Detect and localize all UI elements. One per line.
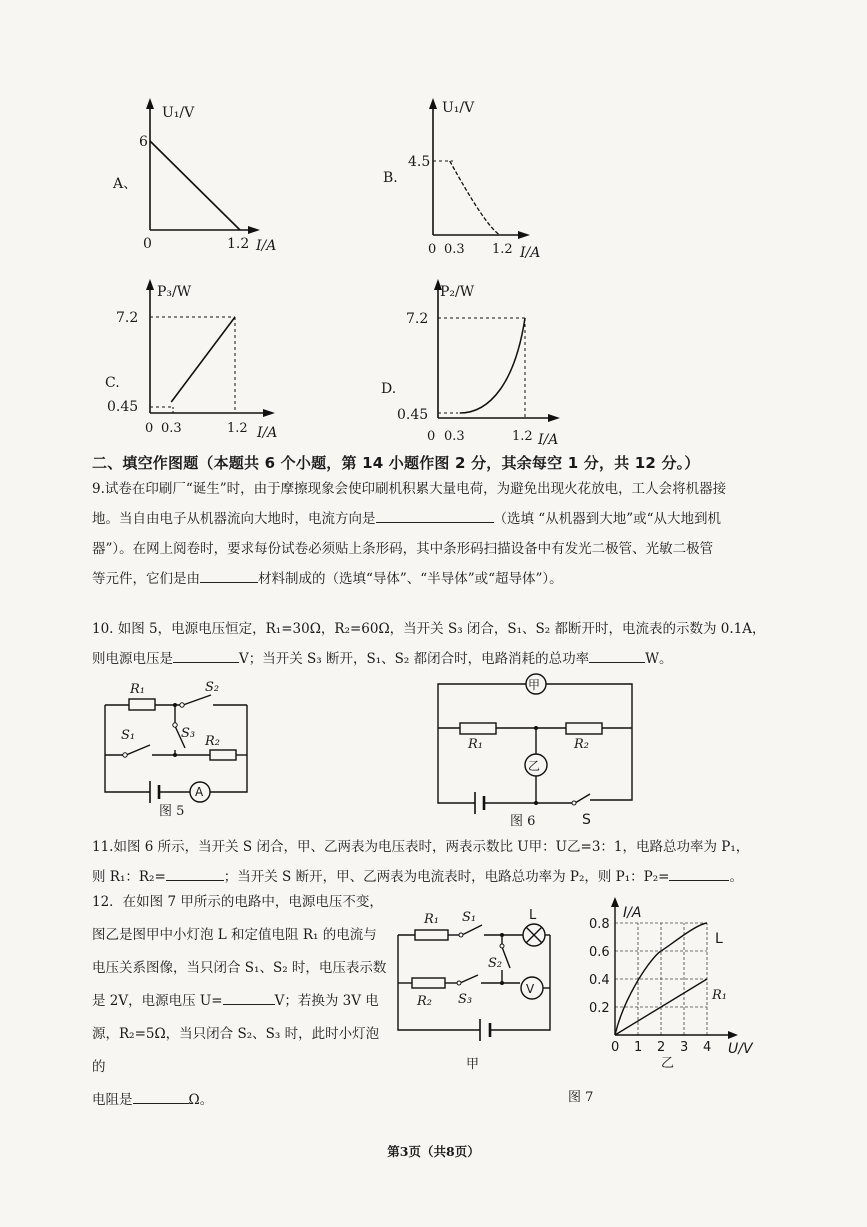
y-tick-label: 0.6 xyxy=(589,945,610,960)
junction xyxy=(500,981,504,985)
curve-l-label: L xyxy=(715,931,723,947)
data-line xyxy=(171,317,235,402)
junction xyxy=(173,703,177,707)
y-axis-arrow xyxy=(146,279,154,290)
x-tick-label: 3 xyxy=(680,1040,689,1055)
x-tick-label-2: 1.2 xyxy=(227,421,248,436)
wire xyxy=(438,684,526,728)
origin-label: 0 xyxy=(427,429,436,444)
data-curve xyxy=(460,318,525,413)
answer-blank[interactable] xyxy=(166,866,224,881)
wire xyxy=(546,684,632,728)
q12-text: 电阻是 xyxy=(92,1092,133,1108)
label-s2: S₂ xyxy=(205,680,220,695)
switch-s2 xyxy=(183,695,211,705)
label-s2: S₂ xyxy=(488,956,503,971)
option-d-label: D. xyxy=(381,381,397,397)
x-axis-label: I/A xyxy=(520,245,541,261)
figure-7b-svg xyxy=(585,895,775,1070)
switch-contact xyxy=(572,801,576,805)
voltmeter-label: V xyxy=(526,982,535,996)
x-tick-labels xyxy=(611,1040,711,1055)
switch-contact xyxy=(459,933,463,937)
question-9 xyxy=(92,474,792,594)
x-axis-arrow xyxy=(548,414,560,422)
switch-contact xyxy=(180,703,184,707)
q12-text: 是 2V，电源电压 U= xyxy=(92,993,223,1009)
origin-label: 0 xyxy=(143,236,152,252)
answer-blank[interactable] xyxy=(133,1089,189,1104)
meter-yi-label: 乙 xyxy=(528,759,541,773)
curve-r1-label: R₁ xyxy=(712,988,727,1003)
origin-label: 0 xyxy=(428,242,437,257)
resistor-r1 xyxy=(129,699,155,710)
figure-5 xyxy=(95,675,265,825)
switch-contact xyxy=(457,981,461,985)
q11-line-1: 11.如图 6 所示，当开关 S 闭合，甲、乙两表为电压表时，两表示数比 U甲：U乙=3：1，电路总功率为 P₁， xyxy=(92,839,750,855)
figure-7-caption: 图 7 xyxy=(568,1090,594,1105)
label-r2: R₂ xyxy=(417,994,432,1009)
resistor-r1 xyxy=(460,723,496,734)
resistor-r2 xyxy=(566,723,602,734)
q10-text: V；当开关 S₃ 断开，S₁、S₂ 都闭合时，电路消耗的总功率 xyxy=(239,651,590,667)
q11-text: ；当开关 S 断开，甲、乙两表为电流表时，电路总功率为 P₂，则 P₁：P₂= xyxy=(223,869,670,885)
wire xyxy=(590,728,632,800)
q12-line-2: 图乙是图甲中小灯泡 L 和定值电阻 R₁ 的电流与 xyxy=(92,927,377,943)
x-axis-arrow xyxy=(518,231,530,239)
q10-text: 则电源电压是 xyxy=(92,651,173,667)
q9-line-4 xyxy=(92,564,792,594)
answer-blank[interactable] xyxy=(589,648,645,663)
figure-6 xyxy=(430,668,645,828)
q12-line-6 xyxy=(92,1084,392,1117)
graph-c xyxy=(105,280,305,445)
resistor-r2 xyxy=(412,978,445,988)
answer-blank[interactable] xyxy=(200,568,258,583)
figure-5-svg xyxy=(95,675,265,825)
y-tick-labels xyxy=(589,917,610,1016)
graph-b-svg xyxy=(380,95,580,265)
resistor-r1 xyxy=(415,930,448,940)
junction xyxy=(534,801,538,805)
q9-text: 地。当自由电子从机器流向大地时，电流方向是 xyxy=(92,511,376,527)
junction xyxy=(534,726,538,730)
q9-line-3: 器”）。在网上阅卷时，要求每份试卷必须贴上条形码，其中条形码扫描设备中有发光二极管、光敏二极管 xyxy=(92,541,714,557)
y-tick-top: 7.2 xyxy=(116,310,139,326)
label-s3: S₃ xyxy=(458,992,473,1007)
grid xyxy=(615,923,707,1035)
label-s3: S₃ xyxy=(181,726,196,741)
y-axis-label: U₁/V xyxy=(162,105,195,121)
answer-blank[interactable] xyxy=(173,648,239,663)
question-12 xyxy=(92,886,392,1117)
x-tick-label: 1 xyxy=(634,1040,643,1055)
junction xyxy=(173,753,177,757)
switch-s3 xyxy=(460,975,478,983)
option-a-label: A、 xyxy=(113,176,138,192)
y-axis-label: U₁/V xyxy=(442,100,475,116)
x-axis-arrow xyxy=(728,1031,738,1039)
x-tick-label: 0 xyxy=(611,1040,620,1055)
q11-text: 。 xyxy=(729,869,743,885)
q9-line-2 xyxy=(92,504,792,534)
q12-text: V；若换为 3V 电 xyxy=(274,993,379,1009)
y-axis-label: P₂/W xyxy=(440,284,475,300)
y-tick-label: 6 xyxy=(139,134,148,150)
y-axis-arrow xyxy=(146,98,154,109)
x-tick-label-1: 0.3 xyxy=(444,242,465,257)
y-tick-bottom: 0.45 xyxy=(107,399,139,415)
option-c-label: C. xyxy=(105,375,120,391)
question-11 xyxy=(92,832,792,892)
x-tick-label: 1.2 xyxy=(227,236,250,252)
figure-6-caption: 图 6 xyxy=(510,814,536,829)
x-tick-label-2: 1.2 xyxy=(492,242,513,257)
x-tick-label-1: 0.3 xyxy=(161,421,182,436)
q10-line-1: 10. 如图 5，电源电压恒定，R₁=30Ω，R₂=60Ω，当开关 S₃ 闭合，S₁、S₂ 都断开时，电流表的示数为 0.1A， xyxy=(92,621,766,637)
x-axis-label: U/V xyxy=(728,1041,753,1057)
ammeter-label: A xyxy=(195,785,204,799)
label-s1: S₁ xyxy=(462,910,477,925)
graph-d-svg xyxy=(378,280,588,450)
switch-contact xyxy=(500,944,504,948)
x-axis-label: I/A xyxy=(256,238,277,254)
x-axis-arrow xyxy=(263,409,275,417)
x-tick-label: 4 xyxy=(703,1040,712,1055)
q9-text: 材料制成的（选填“导体”、“半导体”或“超导体”）。 xyxy=(258,571,563,587)
x-axis-arrow xyxy=(248,226,260,234)
switch-s xyxy=(575,794,590,803)
figure-7b xyxy=(585,895,775,1070)
graph-a-svg xyxy=(110,95,310,255)
option-b-label: B. xyxy=(383,170,398,186)
label-r2: R₂ xyxy=(205,734,220,749)
figure-7a-caption: 甲 xyxy=(466,1057,480,1072)
data-curve xyxy=(450,161,500,235)
y-axis-arrow xyxy=(429,98,437,109)
page-number: 第3页（共8页） xyxy=(387,1144,480,1159)
y-tick-top: 7.2 xyxy=(406,311,429,327)
label-r1: R₁ xyxy=(468,737,483,752)
meter-jia-label: 甲 xyxy=(528,678,541,692)
figure-7a-svg xyxy=(390,905,570,1075)
label-r2: R₂ xyxy=(574,737,589,752)
q9-text: 等元件，它们是由 xyxy=(92,571,200,587)
question-10 xyxy=(92,614,792,674)
x-tick-label-2: 1.2 xyxy=(512,429,533,444)
switch-contact xyxy=(173,723,177,727)
resistor-r2 xyxy=(210,750,236,760)
x-axis-label: I/A xyxy=(538,432,559,448)
junction xyxy=(500,933,504,937)
x-axis-label: I/A xyxy=(257,425,278,441)
figure-5-caption: 图 5 xyxy=(159,804,185,819)
q10-text: W。 xyxy=(645,651,673,667)
figure-7a xyxy=(390,905,570,1075)
label-s: S xyxy=(582,812,591,828)
q12-line-5: 源，R₂=5Ω，当只闭合 S₂、S₃ 时，此时小灯泡的 xyxy=(92,1026,380,1075)
answer-blank[interactable] xyxy=(223,990,275,1005)
y-tick-label: 0.2 xyxy=(589,1001,610,1016)
switch-s1 xyxy=(462,925,482,935)
graph-d xyxy=(378,280,588,450)
y-tick-bottom: 0.45 xyxy=(397,407,429,423)
x-tick-label: 2 xyxy=(657,1040,666,1055)
answer-blank[interactable] xyxy=(376,508,494,523)
q11-text: 则 R₁：R₂= xyxy=(92,869,166,885)
q12-text: Ω。 xyxy=(188,1092,214,1108)
y-axis-label: I/A xyxy=(623,905,642,921)
y-tick-label: 0.8 xyxy=(589,917,610,932)
label-l: L xyxy=(529,908,537,923)
graph-a xyxy=(110,95,310,255)
switch-contact xyxy=(123,753,127,757)
q12-line-1: 12．在如图 7 甲所示的电路中，电源电压不变， xyxy=(92,894,383,910)
answer-blank[interactable] xyxy=(669,866,729,881)
graph-b xyxy=(380,95,580,265)
figure-7b-caption: 乙 xyxy=(661,1056,675,1071)
label-s1: S₁ xyxy=(121,728,136,743)
q9-text: （选填 “从机器到大地”或“从大地到机 xyxy=(493,511,721,527)
switch-s1 xyxy=(126,745,150,755)
q12-line-4 xyxy=(92,985,392,1018)
x-tick-label-1: 0.3 xyxy=(444,429,465,444)
switch-s2 xyxy=(502,947,510,968)
q12-line-3: 电压关系图像，当只闭合 S₁、S₂ 时，电压表示数 xyxy=(92,960,387,976)
label-r1: R₁ xyxy=(424,912,439,927)
origin-label: 0 xyxy=(145,421,154,436)
q9-line-1: 9.试卷在印刷厂“诞生”时，由于摩擦现象会使印刷机积累大量电荷，为避免出现火花放电，工人会将机器接 xyxy=(92,481,727,497)
figure-6-svg xyxy=(430,668,645,828)
label-r1: R₁ xyxy=(130,682,145,697)
y-tick-label: 4.5 xyxy=(408,154,431,170)
y-tick-label: 0.4 xyxy=(589,973,610,988)
y-axis-label: P₃/W xyxy=(157,284,192,300)
y-axis-arrow xyxy=(611,897,619,907)
graph-c-svg xyxy=(105,280,305,445)
data-line xyxy=(150,141,240,230)
section-title: 二、填空作图题（本题共 6 个小题，第 14 小题作图 2 分，其余每空 1 分，共 12 分。） xyxy=(92,454,700,472)
